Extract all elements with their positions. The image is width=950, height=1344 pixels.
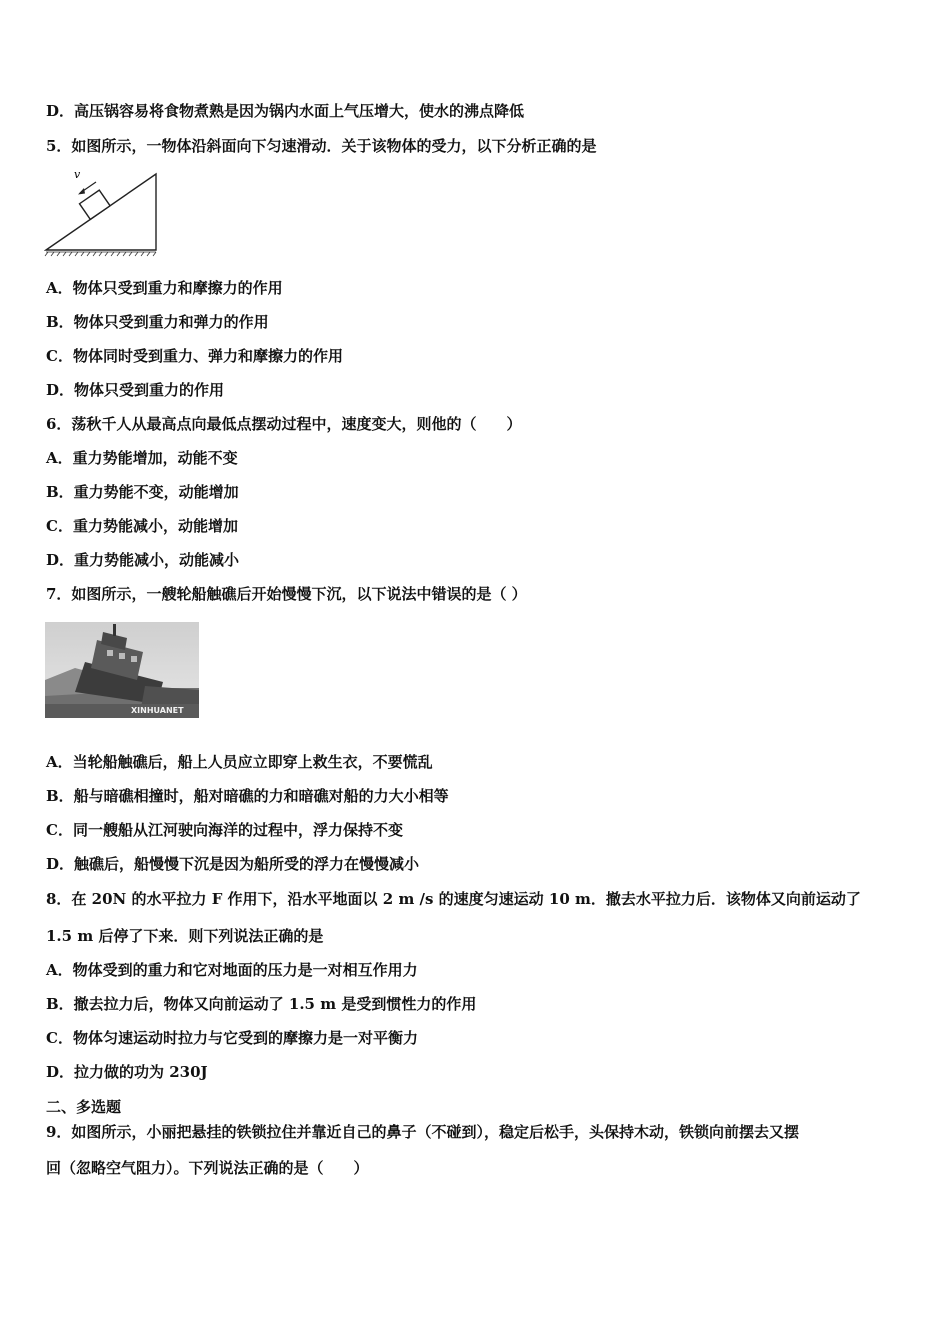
q6-option-c: C．重力势能减小，动能增加 [46, 517, 238, 535]
q7-option-b: B．船与暗礁相撞时，船对暗礁的力和暗礁对船的力大小相等 [46, 787, 449, 805]
q7-stem: 7．如图所示，一艘轮船触礁后开始慢慢下沉，以下说法中错误的是（ ） [46, 585, 527, 603]
q8-option-b: B．撤去拉力后，物体又向前运动了 1.5 m 是受到惯性力的作用 [46, 995, 477, 1013]
q8-option-c: C．物体匀速运动时拉力与它受到的摩擦力是一对平衡力 [46, 1029, 418, 1047]
velocity-label: v [74, 168, 81, 181]
q9-stem-line2: 回（忽略空气阻力）。下列说法正确的是（ ） [46, 1159, 369, 1177]
q6-option-b: B．重力势能不变，动能增加 [46, 483, 239, 501]
q5-option-c: C．物体同时受到重力、弹力和摩擦力的作用 [46, 347, 343, 365]
sinking-ship-photo [45, 622, 199, 718]
q5-stem: 5．如图所示，一物体沿斜面向下匀速滑动．关于该物体的受力，以下分析正确的是 [46, 137, 597, 155]
q7-option-d: D．触礁后，船慢慢下沉是因为船所受的浮力在慢慢减小 [46, 855, 420, 873]
q5-option-d: D．物体只受到重力的作用 [46, 381, 225, 399]
q6-option-d: D．重力势能减小，动能减小 [46, 551, 240, 569]
q7-option-a: A．当轮船触礁后，船上人员应立即穿上救生衣，不要慌乱 [46, 753, 433, 771]
incline-diagram [44, 166, 160, 258]
sliding-block [80, 190, 111, 219]
q5-option-b: B．物体只受到重力和弹力的作用 [46, 313, 269, 331]
q9-stem-line1: 9．如图所示，小丽把悬挂的铁锁拉住并靠近自己的鼻子（不碰到），稳定后松手，头保持木动，铁锁向前摆去又摆 [46, 1123, 799, 1141]
velocity-arrowhead [78, 188, 85, 195]
q7-option-c: C．同一艘船从江河驶向海洋的过程中，浮力保持不变 [46, 821, 403, 839]
q8-option-d: D．拉力做的功为 230J [46, 1063, 208, 1081]
q5-option-a: A．物体只受到重力和摩擦力的作用 [46, 279, 283, 297]
q8-stem-line1: 8．在 20N 的水平拉力 F 作用下，沿水平地面以 2 m /s 的速度匀速运动 10 m．撤去水平拉力后．该物体又向前运动了 [46, 890, 861, 908]
ground-hatching [45, 252, 156, 256]
q4-option-d: D．高压锅容易将食物煮熟是因为锅内水面上气压增大，使水的沸点降低 [46, 102, 525, 120]
q6-option-a: A．重力势能增加，动能不变 [46, 449, 238, 467]
section-heading-multi-choice: 二、多选题 [46, 1098, 122, 1116]
q6-stem: 6．荡秋千人从最高点向最低点摆动过程中，速度变大，则他的（ ） [46, 415, 522, 433]
q8-option-a: A．物体受到的重力和它对地面的压力是一对相互作用力 [46, 961, 418, 979]
q8-stem-line2: 1.5 m 后停了下来．则下列说法正确的是 [46, 927, 324, 945]
xinhuanet-watermark: XINHUANET [131, 706, 184, 715]
